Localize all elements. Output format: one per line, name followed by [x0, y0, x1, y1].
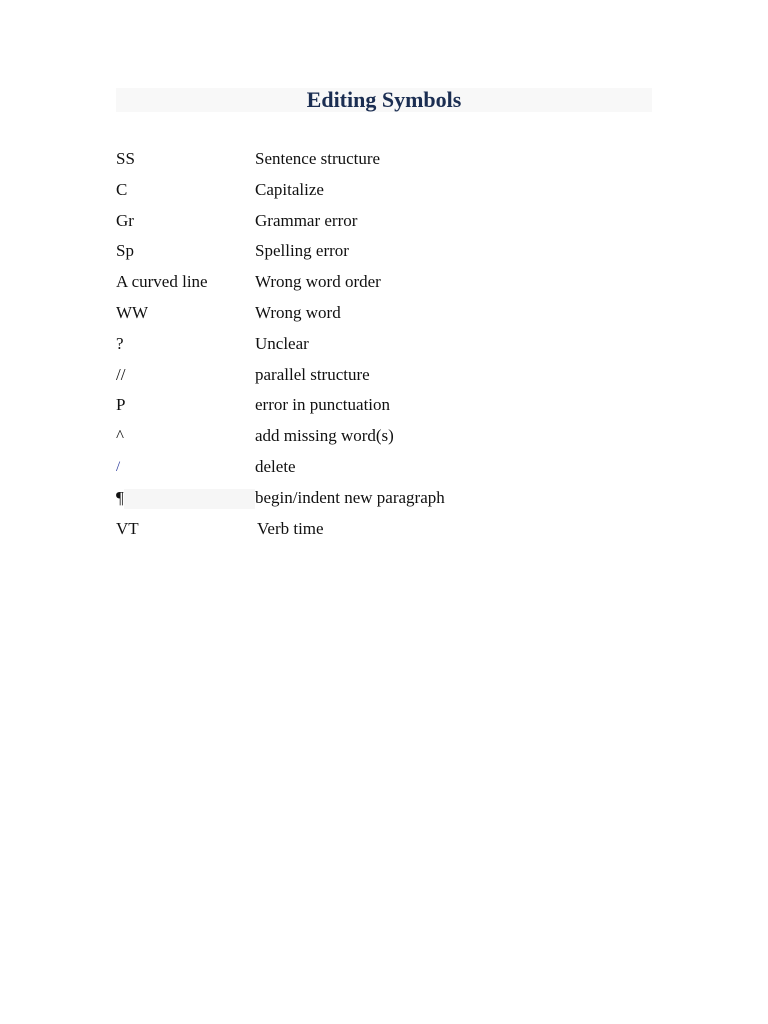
meaning-cell: error in punctuation — [255, 395, 391, 415]
meaning-cell: Grammar error — [255, 210, 358, 230]
meaning-cell: begin/indent new paragraph — [255, 487, 445, 507]
editing-symbol-list — [116, 144, 652, 544]
symbol-row — [116, 236, 652, 267]
symbol-row — [116, 421, 652, 452]
symbol-row — [116, 514, 652, 545]
meaning-cell: Verb time — [257, 518, 324, 538]
meaning-cell: Unclear — [255, 333, 309, 353]
meaning-cell: Sentence structure — [255, 149, 381, 168]
symbol-cell: WW — [116, 302, 149, 322]
symbol-cell: ? — [116, 333, 124, 353]
symbol-cell: VT — [116, 518, 139, 538]
symbol-row — [116, 175, 652, 206]
meaning-cell: Spelling error — [255, 241, 349, 261]
symbol-row — [116, 267, 652, 298]
symbol-cell: A curved line — [116, 272, 208, 292]
meaning-cell: Wrong word order — [255, 272, 381, 292]
meaning-cell: parallel structure — [255, 364, 370, 384]
symbol-cell: // — [116, 364, 126, 384]
symbol-cell: ^ — [116, 426, 124, 446]
page-title: Editing Symbols — [306, 87, 462, 112]
symbol-row — [116, 298, 652, 329]
symbol-cell: C — [116, 179, 128, 199]
symbol-cell: SS — [116, 149, 135, 168]
meaning-cell: delete — [255, 456, 296, 476]
symbol-row — [116, 390, 652, 421]
symbol-cell: P — [116, 395, 126, 415]
pilcrow-symbol: ¶ — [116, 487, 124, 507]
symbol-cell: Gr — [116, 210, 134, 230]
delete-symbol: / — [116, 458, 121, 475]
symbol-row — [116, 144, 652, 175]
meaning-cell: add missing word(s) — [255, 426, 394, 446]
symbol-row — [116, 360, 652, 391]
symbol-cell: Sp — [116, 241, 134, 261]
meaning-cell: Wrong word — [255, 302, 341, 322]
symbol-row — [116, 329, 652, 360]
symbol-row — [116, 206, 652, 237]
symbol-row — [116, 483, 652, 514]
cell-shading — [124, 489, 255, 509]
meaning-cell: Capitalize — [255, 179, 324, 199]
symbol-row — [116, 452, 652, 483]
